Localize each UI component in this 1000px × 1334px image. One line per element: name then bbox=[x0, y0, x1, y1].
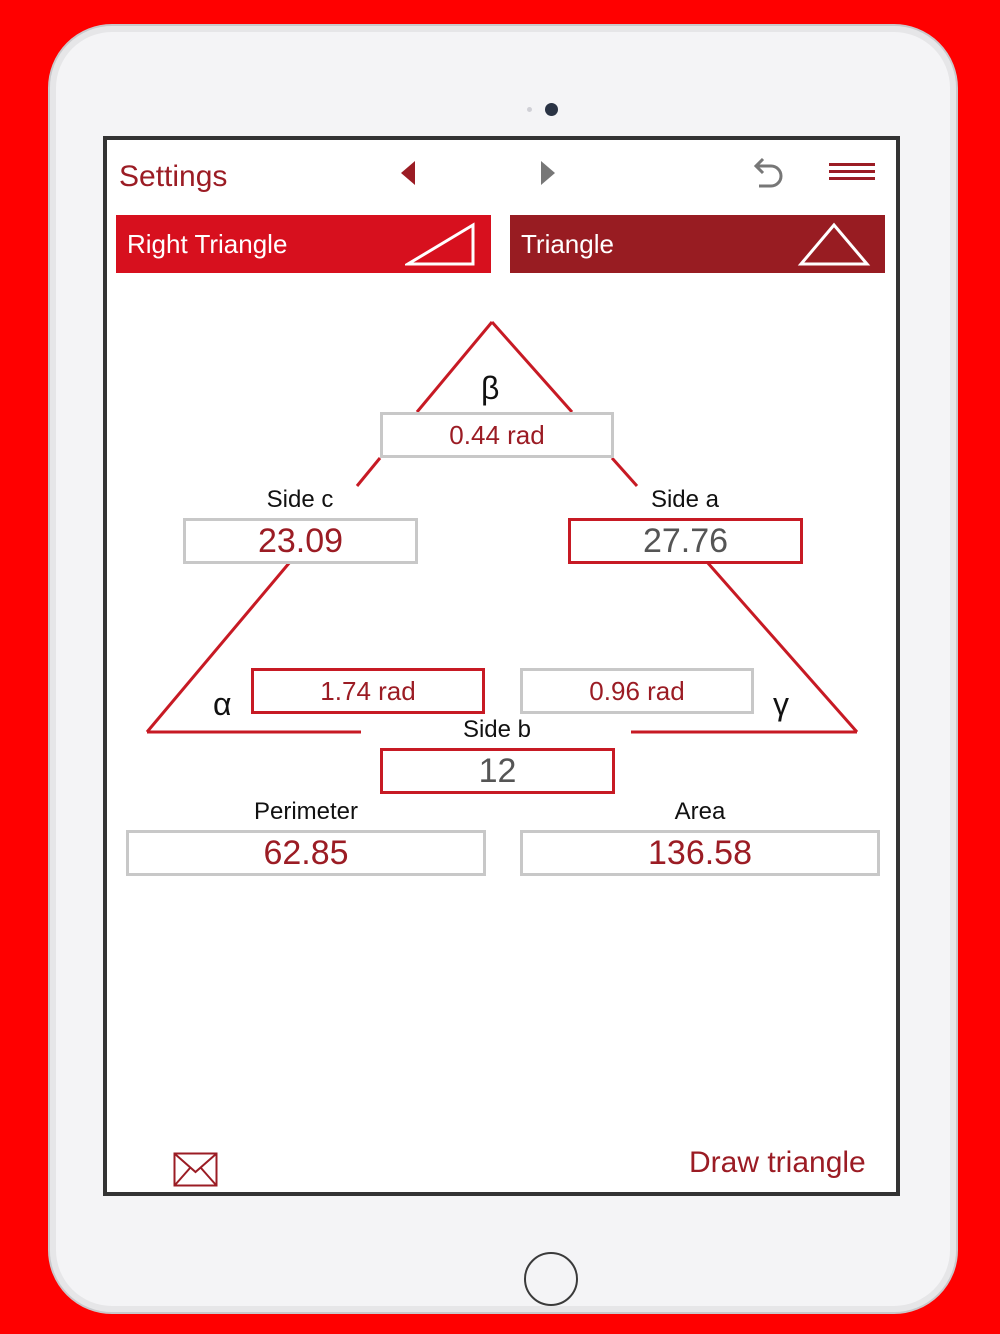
side-a-value: 27.76 bbox=[642, 521, 729, 560]
alpha-symbol: α bbox=[213, 686, 232, 722]
alpha-angle-value: 1.74 rad bbox=[320, 675, 416, 706]
home-button[interactable] bbox=[524, 1252, 578, 1306]
envelope-icon[interactable] bbox=[173, 1152, 219, 1188]
camera-icon bbox=[545, 103, 558, 116]
side-c-label: Side c bbox=[266, 486, 334, 513]
area-label: Area bbox=[674, 798, 726, 825]
tab-triangle-label: Triangle bbox=[521, 228, 614, 259]
settings-button[interactable]: Settings bbox=[119, 160, 228, 193]
area-field bbox=[520, 830, 880, 876]
perimeter-label: Perimeter bbox=[253, 798, 359, 825]
draw-triangle-button[interactable]: Draw triangle bbox=[689, 1146, 866, 1179]
tab-right-triangle-label: Right Triangle bbox=[127, 228, 288, 259]
perimeter-field bbox=[126, 830, 486, 876]
side-c-field[interactable] bbox=[183, 518, 418, 564]
side-a-field[interactable] bbox=[568, 518, 803, 564]
side-b-field[interactable] bbox=[380, 748, 615, 794]
beta-angle-field[interactable] bbox=[380, 412, 614, 458]
side-a-label: Side a bbox=[650, 486, 720, 513]
side-c-value: 23.09 bbox=[257, 521, 344, 560]
perimeter-value: 62.85 bbox=[263, 833, 349, 872]
app-screen bbox=[103, 136, 900, 1196]
gamma-angle-value: 0.96 rad bbox=[589, 675, 685, 706]
gamma-angle-field[interactable] bbox=[520, 668, 754, 714]
side-b-label: Side b bbox=[462, 716, 532, 743]
beta-angle-value: 0.44 rad bbox=[449, 419, 545, 450]
alpha-angle-field[interactable] bbox=[251, 668, 485, 714]
beta-symbol: β bbox=[481, 370, 500, 406]
gamma-symbol: γ bbox=[773, 686, 789, 722]
side-b-value: 12 bbox=[478, 751, 517, 790]
sensor-dot bbox=[527, 107, 532, 112]
triangle-diagram bbox=[107, 140, 900, 1196]
area-value: 136.58 bbox=[648, 833, 752, 872]
